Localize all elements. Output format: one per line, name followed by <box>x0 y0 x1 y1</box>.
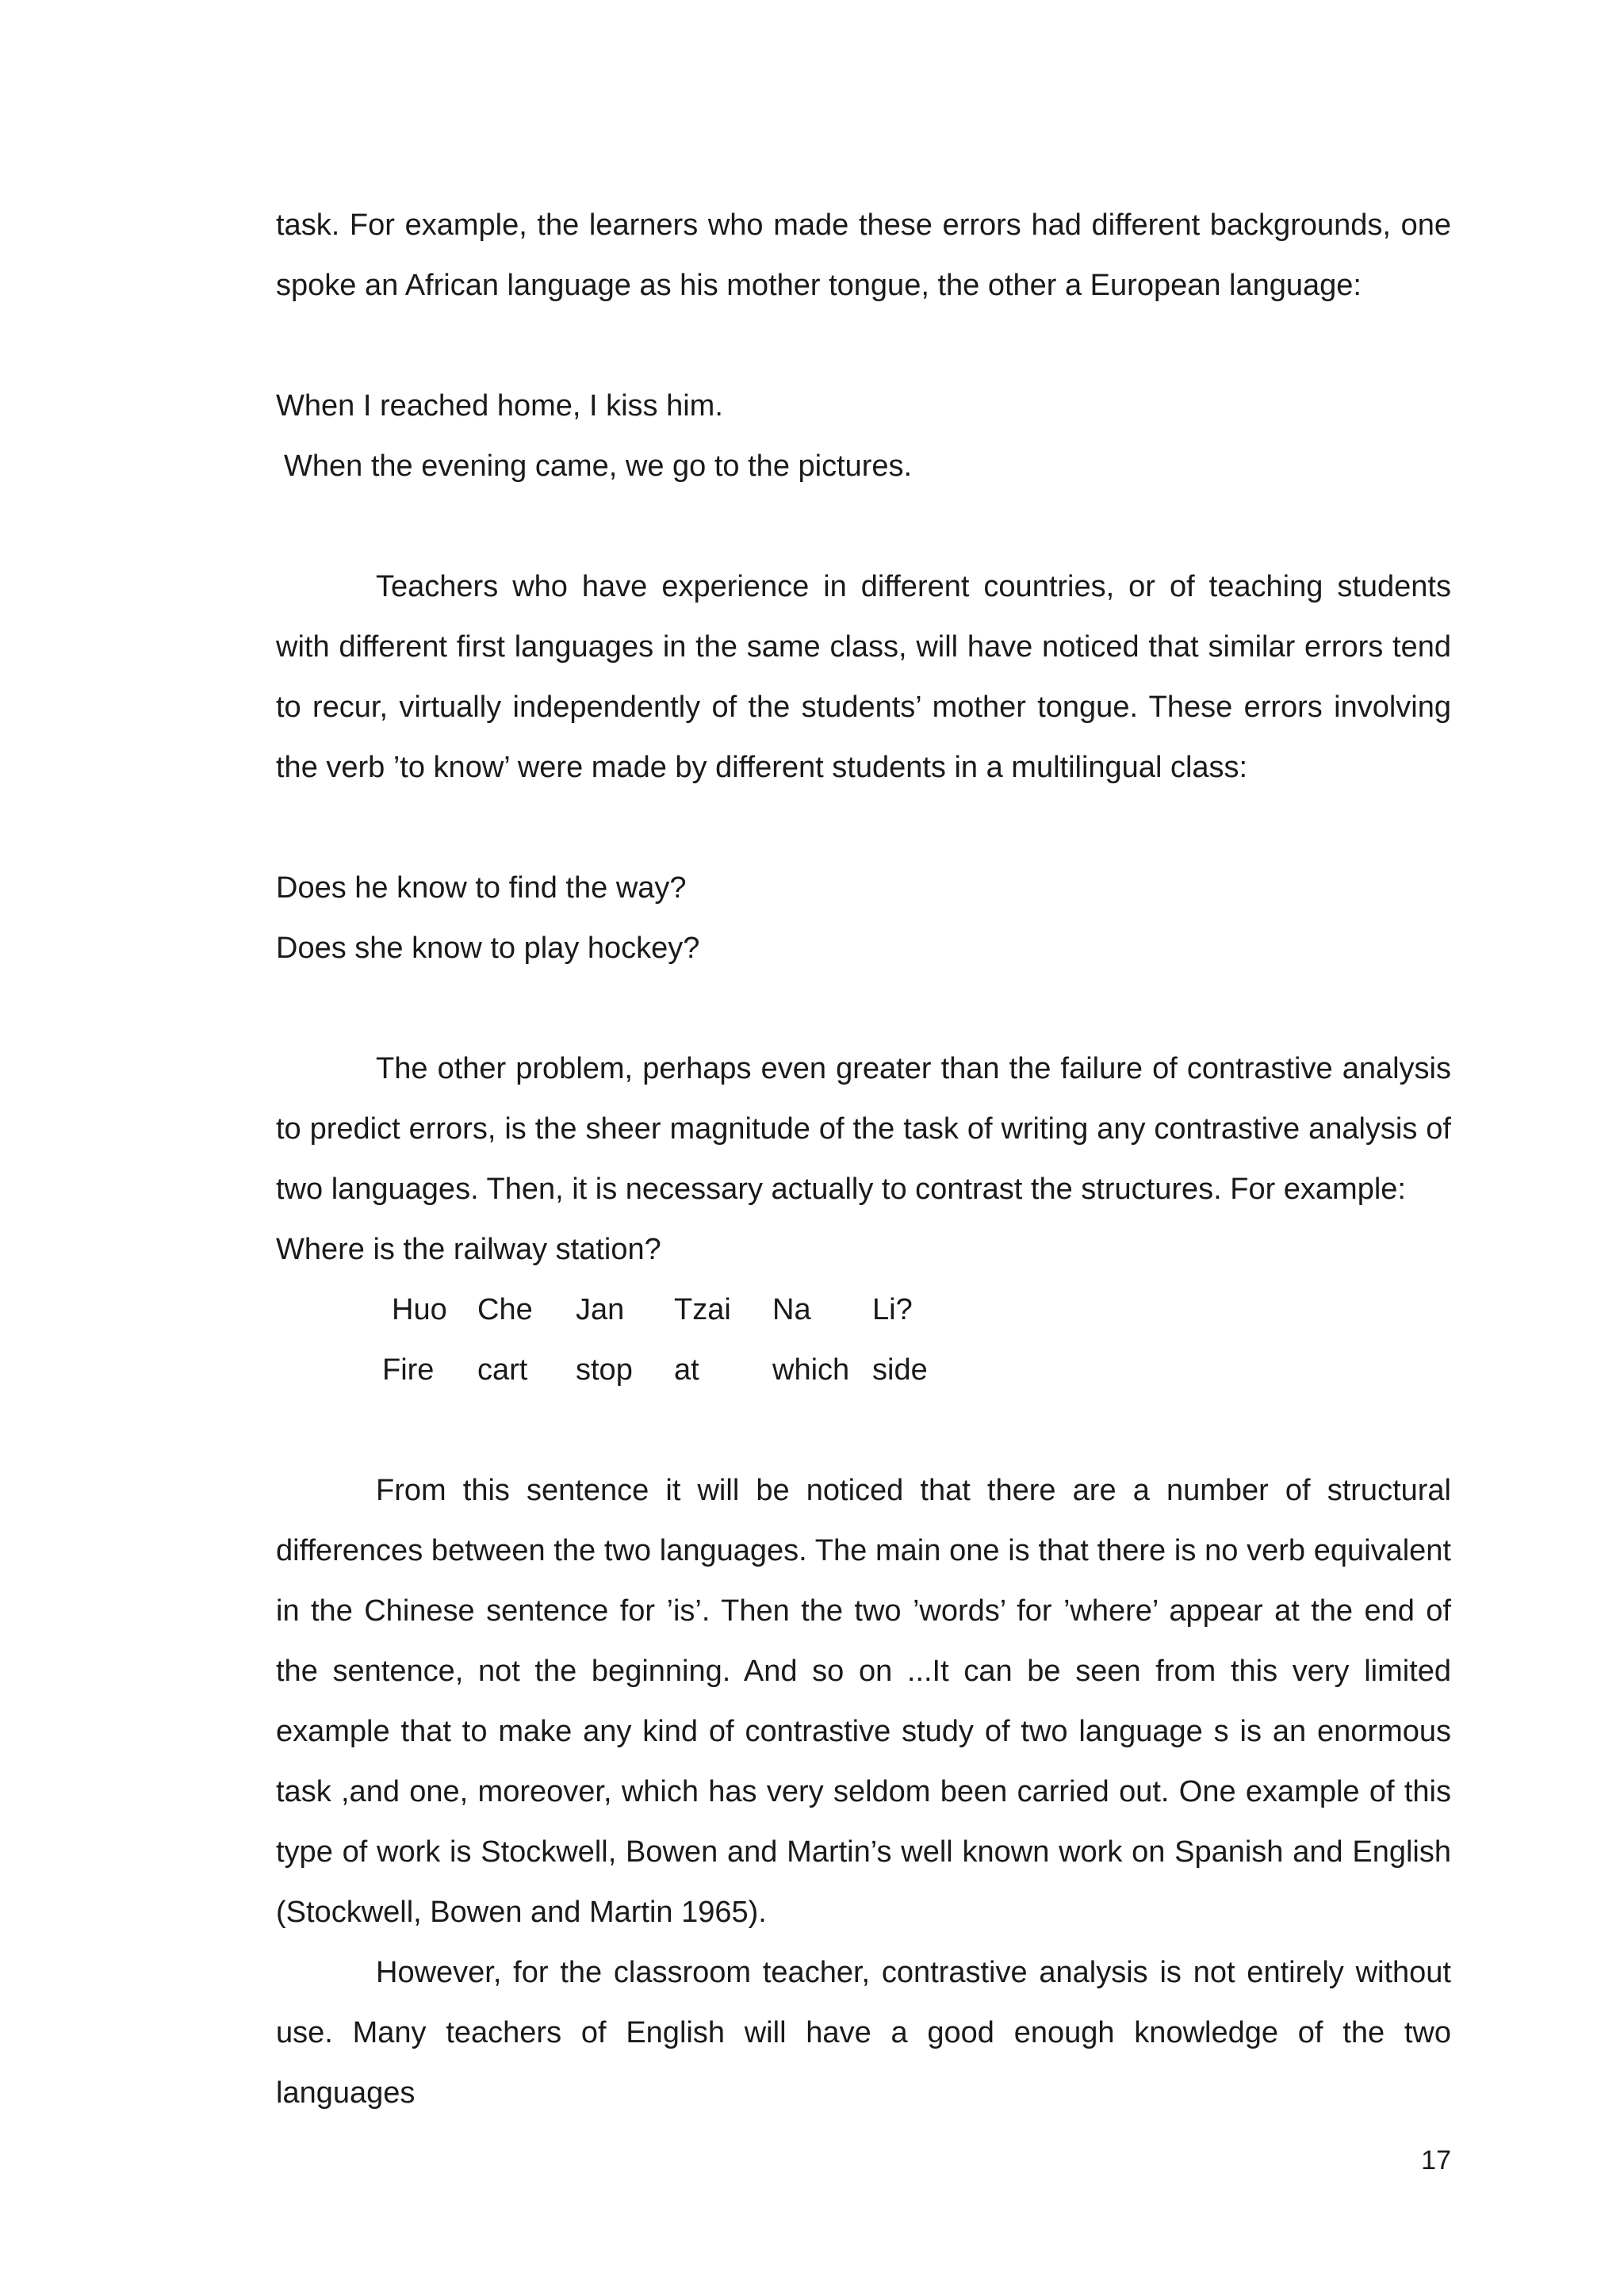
example-line: When the evening came, we go to the pictures. <box>284 450 913 483</box>
gloss-word: Na <box>772 1293 811 1326</box>
paragraph-other-problem: The other problem, perhaps even greater than the failure of contrastive analysis to predict errors, is the sheer magnitude of the task of writing any contrastive analysis of two languages. Then, it is necessary actually to contrast the structures. For example: <box>276 1052 1451 1206</box>
paragraph-classroom-teacher: However, for the classroom teacher, contrastive analysis is not entirely without use. Many teachers of English will have a good enough knowledge of the two languages <box>276 1956 1451 2110</box>
spacer <box>276 978 1451 1039</box>
gloss-word: Huo <box>392 1293 447 1326</box>
page-number: 17 <box>1421 2145 1451 2175</box>
spacer <box>276 798 1451 858</box>
gloss-word: Jan <box>576 1293 625 1326</box>
gloss-row-chinese <box>382 1280 952 1340</box>
gloss-word: Li? <box>872 1293 913 1326</box>
example-sentence-2 <box>276 858 1451 978</box>
paragraph-structural-differences: From this sentence it will be noticed that there are a number of structural differences between the two languages. The main one is that there is no verb equivalent in the Chinese sentence for ’is’. Then the two ’words’ for ’where’ appear at the end of the sentence, not the beginning. And so on ...It can be seen from this very limited example that to make any kind of contrastive study of two language s is an enormous task ,and one, moreover, which has very seldom been carried out. One example of this type of work is Stockwell, Bowen and Martin’s well known work on Spanish and English (Stockwell, Bowen and Martin 1965). <box>276 1474 1451 1929</box>
gloss-word: which <box>772 1353 850 1387</box>
gloss-word: side <box>872 1353 928 1387</box>
example-line: When I reached home, I kiss him. <box>276 389 723 423</box>
page-body <box>276 195 1451 2123</box>
gloss-word: Fire <box>382 1353 435 1387</box>
spacer <box>276 1400 1451 1460</box>
example-line: Does she know to play hockey? <box>276 932 700 965</box>
gloss-row-english <box>382 1340 952 1400</box>
example-line: Does he know to find the way? <box>276 871 687 905</box>
gloss-word: Tzai <box>674 1293 731 1326</box>
paragraph-task-example: task. For example, the learners who made these errors had different backgrounds, one spoke an African language as his mother tongue, the other a European language: <box>276 209 1451 302</box>
gloss-table <box>382 1280 952 1400</box>
example-sentence-1 <box>276 376 1451 496</box>
gloss-word: stop <box>576 1353 633 1387</box>
example-question: Where is the railway station? <box>276 1233 661 1266</box>
gloss-word: Che <box>477 1293 533 1326</box>
spacer <box>276 316 1451 376</box>
gloss-word: at <box>674 1353 699 1387</box>
spacer <box>276 496 1451 557</box>
paragraph-teachers-experience: Teachers who have experience in different countries, or of teaching students with different first languages in the same class, will have noticed that similar errors tend to recur, virtually independently of the students’ mother tongue. These errors involving the verb ’to know’ were made by different students in a multilingual class: <box>276 570 1451 784</box>
gloss-word: cart <box>477 1353 528 1387</box>
